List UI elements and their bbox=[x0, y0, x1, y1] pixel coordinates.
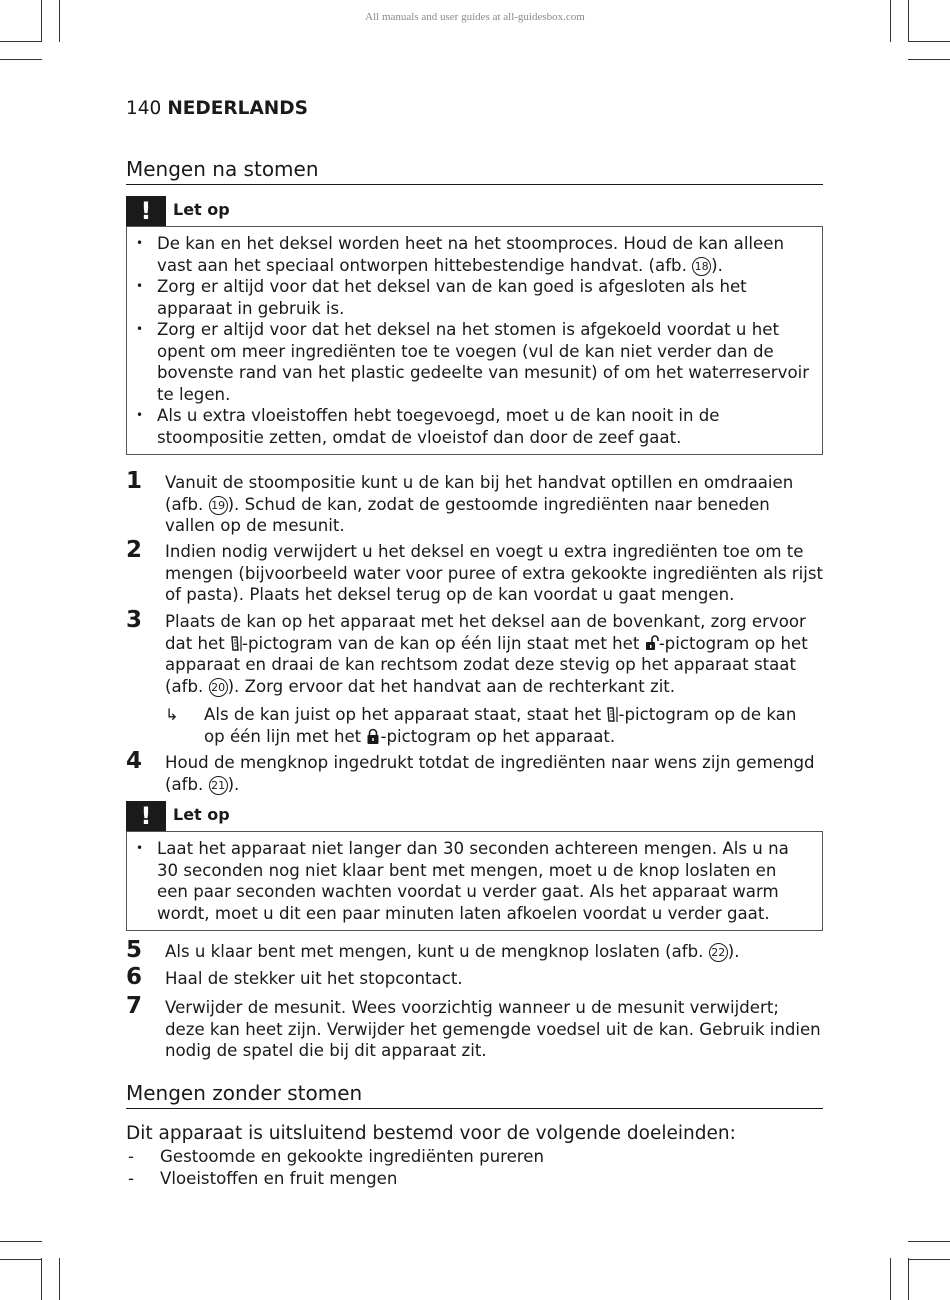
exclamation-icon: ! bbox=[126, 801, 166, 831]
page-language: NEDERLANDS bbox=[167, 98, 308, 119]
caution-label: Let op bbox=[173, 200, 230, 219]
caution-header bbox=[126, 801, 823, 831]
step-3-result bbox=[165, 704, 815, 747]
figure-ref: 19 bbox=[209, 496, 228, 515]
figure-ref: 21 bbox=[209, 776, 228, 795]
step-6 bbox=[126, 964, 823, 990]
watermark: All manuals and user guides at all-guidesbox.com bbox=[365, 11, 585, 23]
jug-icon bbox=[230, 635, 242, 652]
section-rule bbox=[126, 1108, 823, 1109]
list-item: - Vloeistoffen en fruit mengen bbox=[126, 1168, 823, 1190]
caution-item: • Zorg er altijd voor dat het deksel na het stomen is afgekoeld voordat u het opent om meer ingrediënten toe te voegen (vul de kan niet verder dan de bovenste rand van het plastic gedeelte van mesunit) of om het waterreservoir te legen. bbox=[127, 319, 810, 405]
page-number: 140 bbox=[126, 98, 162, 119]
step-4 bbox=[126, 748, 823, 795]
step-text: Verwijder de mesunit. Wees voorzichtig wanneer u de mesunit verwijdert; deze kan heet zijn. Verwijder het gemengde voedsel uit de kan. Gebruik indien nodig de spatel die bij dit apparaat zit. bbox=[165, 998, 821, 1060]
caution-item: • Laat het apparaat niet langer dan 30 seconden achtereen mengen. Als u na 30 seconden nog niet klaar bent met mengen, moet u de knop loslaten en een paar seconden wachten voordat u verder gaat. Als het apparaat warm wordt, moet u dit een paar minuten laten afkoelen voordat u verder gaat. bbox=[127, 838, 810, 924]
step-number: 5 bbox=[126, 937, 143, 963]
step-7 bbox=[126, 993, 823, 1062]
step-number: 3 bbox=[126, 607, 143, 633]
step-5 bbox=[126, 937, 823, 963]
step-number: 1 bbox=[126, 468, 143, 494]
caution-box bbox=[126, 226, 823, 455]
step-number: 4 bbox=[126, 748, 143, 774]
section-rule bbox=[126, 184, 823, 185]
result-arrow-icon: ↳ bbox=[165, 705, 179, 724]
step-text: Plaats de kan op het apparaat met het deksel aan de bovenkant, zorg ervoor dat het -pictogram van de kan op één lijn staat met het -pictogram op het apparaat en draai de kan rechtsom zodat deze stevig op het apparaat staat (afb. 20 ). Zorg ervoor dat het handvat aan de rechterkant zit. bbox=[165, 612, 808, 696]
caution-header bbox=[126, 196, 823, 226]
section-title-mengen-zonder-stomen: Mengen zonder stomen bbox=[126, 1081, 363, 1105]
caution-item: • De kan en het deksel worden heet na het stoomproces. Houd de kan alleen vast aan het speciaal ontworpen hittebestendige handvat. (afb. 18 ). bbox=[127, 233, 810, 276]
step-number: 7 bbox=[126, 993, 143, 1019]
intro-text: Dit apparaat is uitsluitend bestemd voor de volgende doeleinden: bbox=[126, 1123, 736, 1144]
unlocked-icon bbox=[645, 635, 659, 652]
caution-label: Let op bbox=[173, 805, 230, 824]
step-text: Vanuit de stoompositie kunt u de kan bij het handvat optillen en omdraaien (afb. 19 ). Schud de kan, zodat de gestoomde ingrediënten naar beneden vallen op de mesunit. bbox=[165, 473, 794, 535]
figure-ref: 22 bbox=[709, 943, 728, 962]
result-text: Als de kan juist op het apparaat staat, staat het -pictogram op de kan op één lijn met het -pictogram op het apparaat. bbox=[204, 705, 797, 746]
locked-icon bbox=[366, 728, 380, 745]
exclamation-icon: ! bbox=[126, 196, 166, 226]
figure-ref: 20 bbox=[209, 678, 228, 697]
list-item: - Gestoomde en gekookte ingrediënten pureren bbox=[126, 1146, 823, 1168]
step-number: 6 bbox=[126, 964, 143, 990]
caution-item: • Zorg er altijd voor dat het deksel van de kan goed is afgesloten als het apparaat in gebruik is. bbox=[127, 276, 810, 319]
figure-ref: 18 bbox=[692, 257, 711, 276]
step-2 bbox=[126, 537, 823, 606]
caution-item: • Als u extra vloeistoffen hebt toegevoegd, moet u de kan nooit in de stoompositie zetten, omdat de vloeistof dan door de zeef gaat. bbox=[127, 405, 810, 448]
caution-box bbox=[126, 831, 823, 931]
step-text: Indien nodig verwijdert u het deksel en voegt u extra ingrediënten toe om te mengen (bijvoorbeeld water voor puree of extra gekookte ingrediënten als rijst of pasta). Plaats het deksel terug op de kan voordat u gaat mengen. bbox=[165, 542, 823, 604]
step-3 bbox=[126, 607, 823, 697]
step-text: Als u klaar bent met mengen, kunt u de mengknop loslaten (afb. 22 ). bbox=[165, 942, 740, 961]
step-1 bbox=[126, 468, 823, 537]
section-title-mengen-na-stomen: Mengen na stomen bbox=[126, 157, 319, 181]
step-text: Haal de stekker uit het stopcontact. bbox=[165, 969, 463, 988]
step-number: 2 bbox=[126, 537, 143, 563]
page-header bbox=[126, 98, 308, 119]
jug-icon bbox=[606, 706, 618, 723]
purpose-list bbox=[126, 1146, 823, 1189]
step-text: Houd de mengknop ingedrukt totdat de ingrediënten naar wens zijn gemengd (afb. 21 ). bbox=[165, 753, 815, 794]
